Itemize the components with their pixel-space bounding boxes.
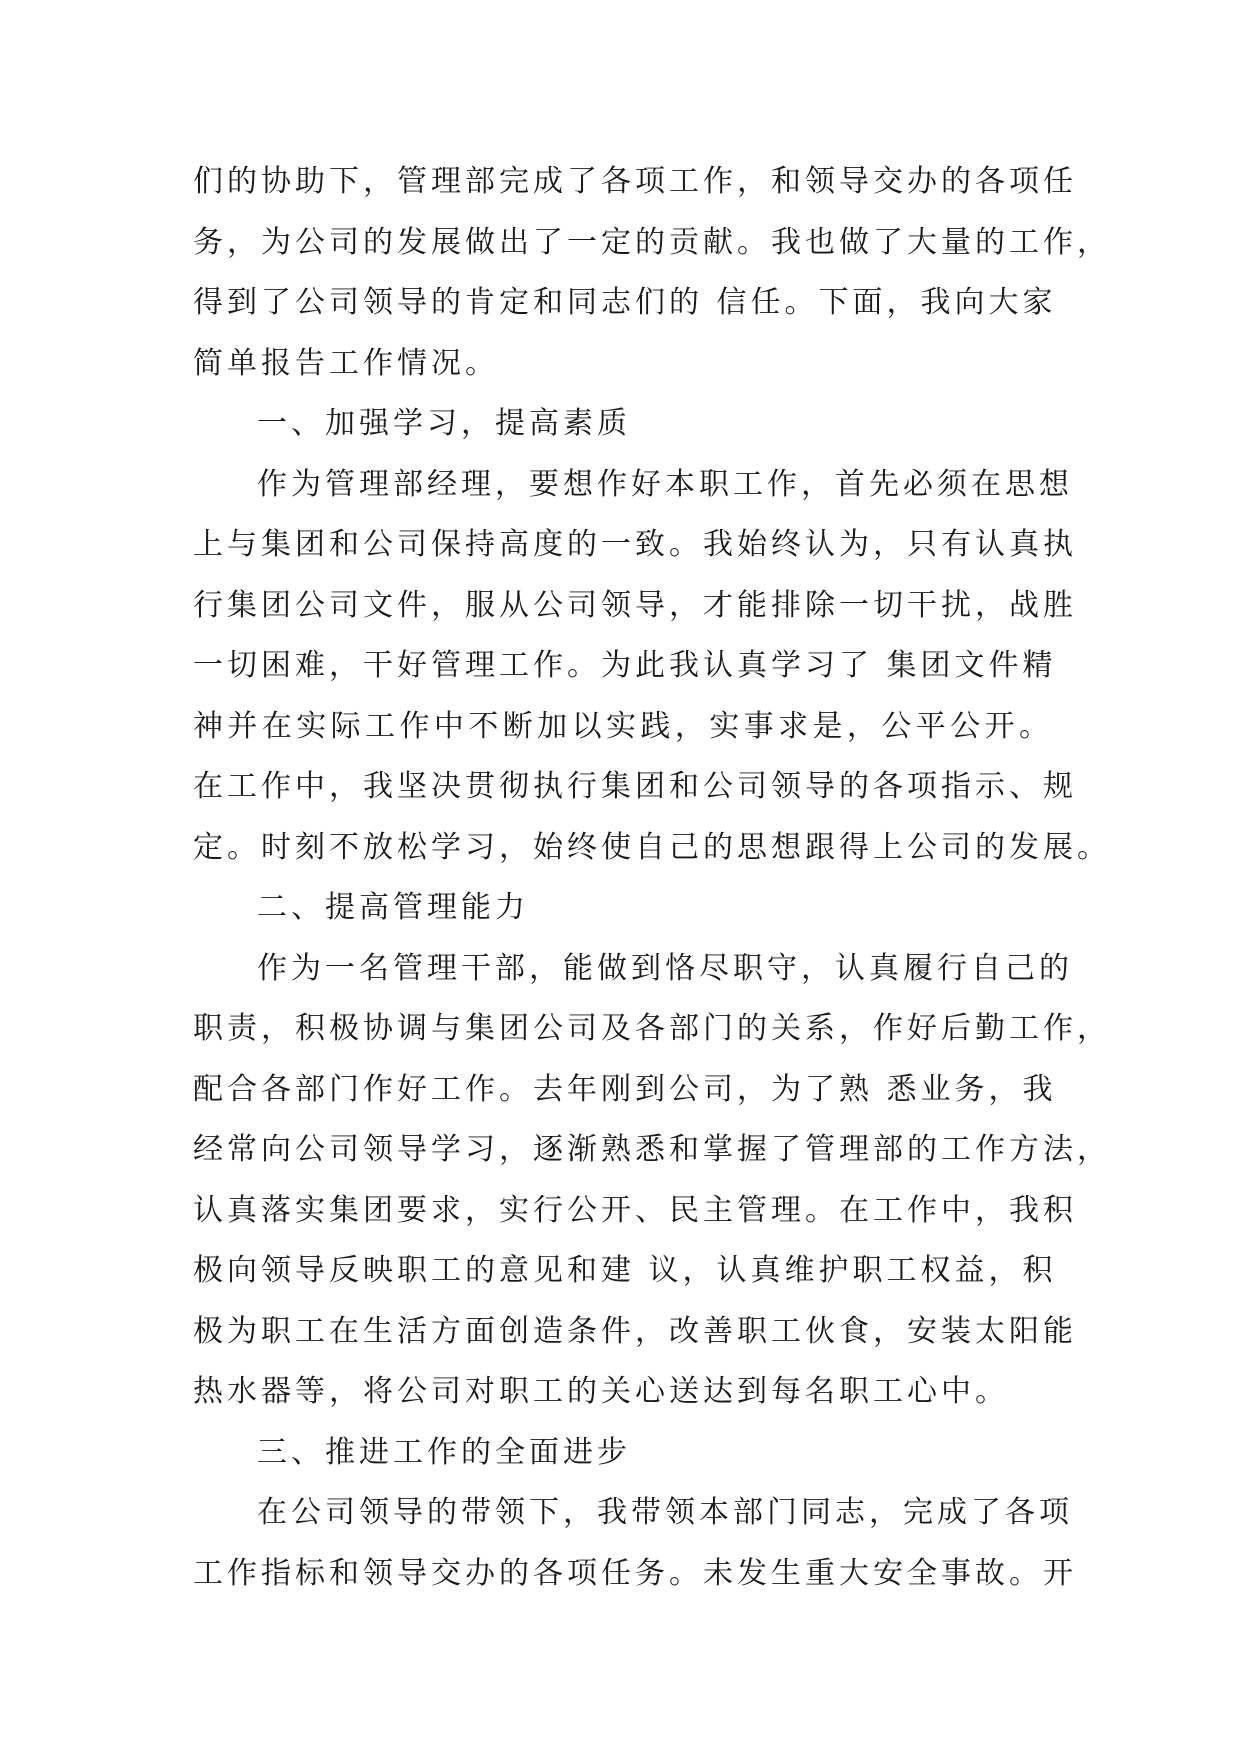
- text-line: 职责，积极协调与集团公司及各部门的关系，作好后勤工作，: [193, 1011, 1111, 1046]
- text-line: 行集团公司文件，服从公司领导，才能排除一切干扰，战胜: [193, 587, 1077, 623]
- text-line: 定。时刻不放松学习，始终使自己的思想跟得上公司的发展。: [193, 829, 1111, 865]
- text-line: 认真落实集团要求，实行公开、民主管理。在工作中，我积: [193, 1192, 1077, 1228]
- paragraph-first-line: 作为管理部经理，要想作好本职工作，首先必须在思想: [257, 466, 1073, 502]
- text-line: 极向领导反映职工的意见和建 议，认真维护职工权益，积: [193, 1253, 1057, 1288]
- paragraph-first-line: 作为一名管理干部，能做到恪尽职守，认真履行自己的: [257, 950, 1073, 986]
- paragraph-first-line: 一、加强学习，提高素质: [257, 406, 631, 441]
- paragraph-first-line: 二、提高管理能力: [257, 890, 529, 925]
- text-line: 工作指标和领导交办的各项任务。未发生重大安全事故。开: [193, 1555, 1077, 1591]
- text-line: 经常向公司领导学习，逐渐熟悉和掌握了管理部的工作方法，: [193, 1132, 1111, 1167]
- text-line: 极为职工在生活方面创造条件，改善职工伙食，安装太阳能: [193, 1313, 1077, 1349]
- text-line: 热水器等，将公司对职工的关心送达到每名职工心中。: [193, 1374, 1009, 1409]
- text-line: 简单报告工作情况。: [193, 345, 499, 381]
- text-line: 得到了公司领导的肯定和同志们的 信任。下面，我向大家: [193, 285, 1057, 320]
- paragraph-first-line: 三、推进工作的全面进步: [257, 1434, 631, 1470]
- text-line: 上与集团和公司保持高度的一致。我始终认为，只有认真执: [193, 527, 1077, 562]
- text-line: 一切困难，干好管理工作。为此我认真学习了 集团文件精: [193, 648, 1057, 683]
- text-line: 神并在实际工作中不断加以实践，实事求是，公平公开。: [193, 708, 1053, 744]
- text-line: 务，为公司的发展做出了一定的贡献。我也做了大量的工作，: [193, 224, 1111, 260]
- text-line: 配合各部门作好工作。去年刚到公司，为了熟 悉业务，我: [193, 1071, 1057, 1107]
- text-line: 们的协助下，管理部完成了各项工作，和领导交办的各项任: [193, 164, 1077, 199]
- paragraph-first-line: 在公司领导的带领下，我带领本部门同志，完成了各项: [257, 1495, 1073, 1530]
- text-line: 在工作中，我坚决贯彻执行集团和公司领导的各项指示、规: [193, 769, 1077, 804]
- body-text: [193, 152, 1111, 1604]
